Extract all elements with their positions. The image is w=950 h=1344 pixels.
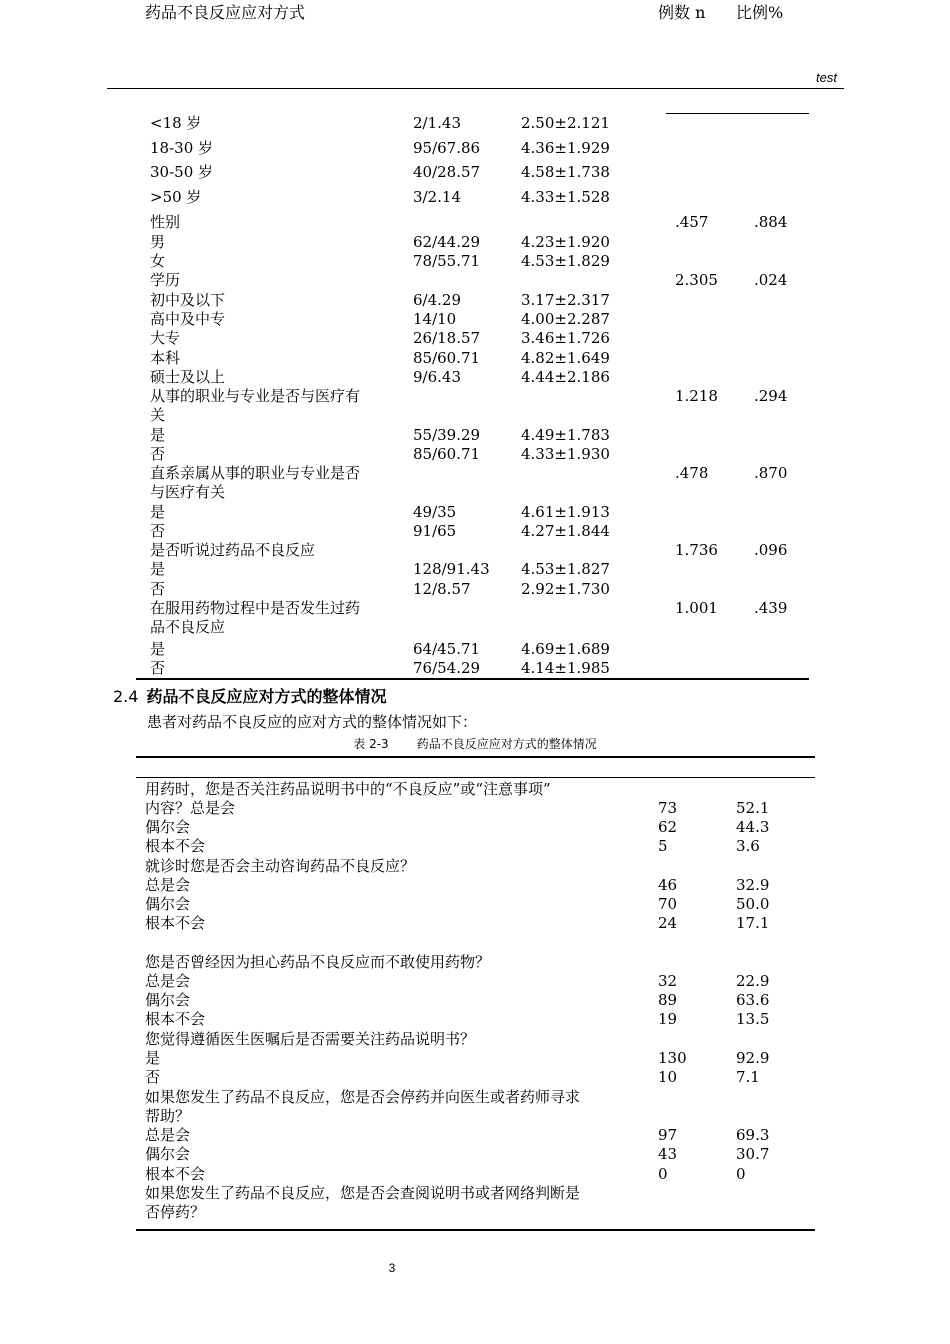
table-cell: 6/4.29 (413, 291, 461, 309)
table2-bottom-rule (136, 1229, 815, 1231)
table-cell: 85/60.71 (413, 445, 481, 463)
section-title: 药品不良反应应对方式的整体情况 (146, 687, 387, 706)
table-cell: 3/2.14 (413, 188, 461, 206)
table-cell: 根本不会 (145, 914, 206, 932)
table2-header-rule (136, 777, 815, 778)
table-cell: <18 岁 (150, 114, 202, 132)
table-cell: 根本不会 (145, 1165, 206, 1183)
table-cell: 32.9 (736, 876, 770, 894)
table-cell: 是否听说过药品不良反应 (150, 541, 316, 559)
table2-caption (0, 735, 950, 752)
table-cell: 19 (658, 1010, 678, 1028)
table-cell: 在服用药物过程中是否发生过药 (150, 599, 361, 617)
table1-bottom-rule (136, 678, 809, 680)
table-cell: 128/91.43 (413, 560, 490, 578)
caption-title: 药品不良反应应对方式的整体情况 (416, 737, 597, 751)
running-header: test (816, 70, 837, 85)
table-cell: 否 (145, 1068, 161, 1086)
table-cell: .884 (754, 213, 788, 231)
table2-header-cell: 药品不良反应应对方式 (145, 3, 306, 22)
table-cell: 初中及以下 (150, 291, 226, 309)
table-cell: 64/45.71 (413, 640, 481, 658)
table-cell: 您是否曾经因为担心药品不良反应而不敢使用药物？ (145, 953, 491, 971)
table-cell: 4.14±1.985 (521, 659, 610, 677)
table-cell: 5 (658, 837, 668, 855)
table2-header-cell: 比例% (736, 3, 784, 22)
table-cell: 95/67.86 (413, 139, 481, 157)
table-cell: 91/65 (413, 522, 457, 540)
table-cell: 否 (150, 522, 166, 540)
table-cell: 62/44.29 (413, 233, 481, 251)
table-cell: 1.218 (675, 387, 718, 405)
table-cell: 总是会 (145, 1126, 191, 1144)
table-cell: 内容？总是会 (145, 799, 236, 817)
table-cell: 10 (658, 1068, 678, 1086)
table-cell: 偶尔会 (145, 991, 191, 1009)
table-cell: 从事的职业与专业是否与医疗有 (150, 387, 361, 405)
table-cell: 偶尔会 (145, 895, 191, 913)
table-cell: 学历 (150, 271, 181, 289)
table-cell: .096 (754, 541, 788, 559)
table-cell: 43 (658, 1145, 678, 1163)
table-cell: 26/18.57 (413, 329, 481, 347)
table-cell: 高中及中专 (150, 310, 226, 328)
table-cell: 2.92±1.730 (521, 580, 610, 598)
table-cell: 总是会 (145, 876, 191, 894)
table-cell: 62 (658, 818, 678, 836)
table-cell: .294 (754, 387, 788, 405)
table-cell: 17.1 (736, 914, 770, 932)
table-cell: 44.3 (736, 818, 770, 836)
table-cell: .439 (754, 599, 788, 617)
table-cell: 如果您发生了药品不良反应，您是否会停药并向医生或者药师寻求 (145, 1088, 581, 1106)
table-cell: 帮助？ (145, 1107, 191, 1125)
table-cell: 18-30 岁 (150, 139, 214, 157)
table2-header-cell: 例数 n (658, 3, 706, 22)
header-rule (107, 88, 844, 89)
table-cell: 32 (658, 972, 678, 990)
table-cell: 用药时，您是否关注药品说明书中的“不良反应”或“注意事项” (145, 780, 551, 798)
table-cell: 3.6 (736, 837, 760, 855)
section-heading (113, 684, 386, 707)
table2-top-rule (136, 756, 815, 758)
intro-paragraph: 患者对药品不良反应的应对方式的整体情况如下： (147, 713, 478, 731)
table-cell: 否 (150, 445, 166, 463)
table-cell: 4.36±1.929 (521, 139, 610, 157)
table-cell: 0 (658, 1165, 668, 1183)
table-cell: 根本不会 (145, 837, 206, 855)
table-cell: 4.61±1.913 (521, 503, 610, 521)
table-cell: 30.7 (736, 1145, 770, 1163)
table-cell: 2.50±2.121 (521, 114, 610, 132)
table-cell: 您觉得遵循医生医嘱后是否需要关注药品说明书？ (145, 1030, 476, 1048)
table-cell: 9/6.43 (413, 368, 461, 386)
table-cell: 69.3 (736, 1126, 770, 1144)
table-cell: 46 (658, 876, 678, 894)
table-cell: >50 岁 (150, 188, 202, 206)
table-cell: 52.1 (736, 799, 770, 817)
table1-partial-rule (666, 113, 809, 114)
table-cell: 本科 (150, 349, 181, 367)
table-cell: .024 (754, 271, 788, 289)
table-cell: 85/60.71 (413, 349, 481, 367)
table-cell: 否停药？ (145, 1203, 206, 1221)
table-cell: 女 (150, 252, 166, 270)
table-cell: 大专 (150, 329, 181, 347)
table-cell: 如果您发生了药品不良反应，您是否会查阅说明书或者网络判断是 (145, 1184, 581, 1202)
table-cell: 4.27±1.844 (521, 522, 610, 540)
table-cell: 与医疗有关 (150, 483, 226, 501)
table-cell: .478 (675, 464, 709, 482)
table-cell: 76/54.29 (413, 659, 481, 677)
table-cell: 是 (150, 426, 166, 444)
table-cell: 70 (658, 895, 678, 913)
table-cell: 品不良反应 (150, 618, 226, 636)
table-cell: 4.53±1.827 (521, 560, 610, 578)
table-cell: 硕士及以上 (150, 368, 226, 386)
table-cell: 12/8.57 (413, 580, 471, 598)
table-cell: .870 (754, 464, 788, 482)
table-cell: 是 (145, 1049, 161, 1067)
table-cell: 22.9 (736, 972, 770, 990)
table-cell: 性别 (150, 213, 181, 231)
table-cell: 是 (150, 503, 166, 521)
table-cell: 78/55.71 (413, 252, 481, 270)
table-cell: 关 (150, 406, 166, 424)
table-cell: 偶尔会 (145, 818, 191, 836)
table-cell: 4.82±1.649 (521, 349, 610, 367)
table-cell: 2/1.43 (413, 114, 461, 132)
table-cell: 1.736 (675, 541, 718, 559)
table-cell: 3.17±2.317 (521, 291, 610, 309)
table-cell: 24 (658, 914, 678, 932)
table-cell: 1.001 (675, 599, 718, 617)
table-cell: 73 (658, 799, 678, 817)
table-cell: 92.9 (736, 1049, 770, 1067)
table-cell: 4.53±1.829 (521, 252, 610, 270)
table-cell: 0 (736, 1165, 746, 1183)
table-cell: 否 (150, 580, 166, 598)
table-cell: 97 (658, 1126, 678, 1144)
table-cell: 否 (150, 659, 166, 677)
table-cell: 总是会 (145, 972, 191, 990)
table-cell: 4.00±2.287 (521, 310, 610, 328)
table-cell: 4.23±1.920 (521, 233, 610, 251)
table-cell: 男 (150, 233, 166, 251)
table-cell: 3.46±1.726 (521, 329, 610, 347)
table-cell: 14/10 (413, 310, 457, 328)
caption-label: 表 2-3 (353, 737, 389, 751)
table-cell: 50.0 (736, 895, 770, 913)
table-cell: 4.33±1.528 (521, 188, 610, 206)
page-number: 3 (388, 1261, 396, 1275)
table-cell: 4.58±1.738 (521, 163, 610, 181)
table-cell: 49/35 (413, 503, 457, 521)
table-cell: 4.33±1.930 (521, 445, 610, 463)
table-cell: 是 (150, 560, 166, 578)
table-cell: 63.6 (736, 991, 770, 1009)
table-cell: 就诊时您是否会主动咨询药品不良反应？ (145, 857, 416, 875)
table-cell: 55/39.29 (413, 426, 481, 444)
table-cell: 是 (150, 640, 166, 658)
table-cell: .457 (675, 213, 709, 231)
table-cell: 4.69±1.689 (521, 640, 610, 658)
table-cell: 4.49±1.783 (521, 426, 610, 444)
table-cell: 偶尔会 (145, 1145, 191, 1163)
table-cell: 直系亲属从事的职业与专业是否 (150, 464, 361, 482)
table-cell: 2.305 (675, 271, 718, 289)
table-cell: 30-50 岁 (150, 163, 214, 181)
table-cell: 7.1 (736, 1068, 760, 1086)
table-cell: 13.5 (736, 1010, 770, 1028)
section-number: 2.4 (113, 687, 139, 706)
table-cell: 根本不会 (145, 1010, 206, 1028)
table-cell: 40/28.57 (413, 163, 481, 181)
table-cell: 130 (658, 1049, 687, 1067)
table-cell: 4.44±2.186 (521, 368, 610, 386)
table-cell: 89 (658, 991, 678, 1009)
